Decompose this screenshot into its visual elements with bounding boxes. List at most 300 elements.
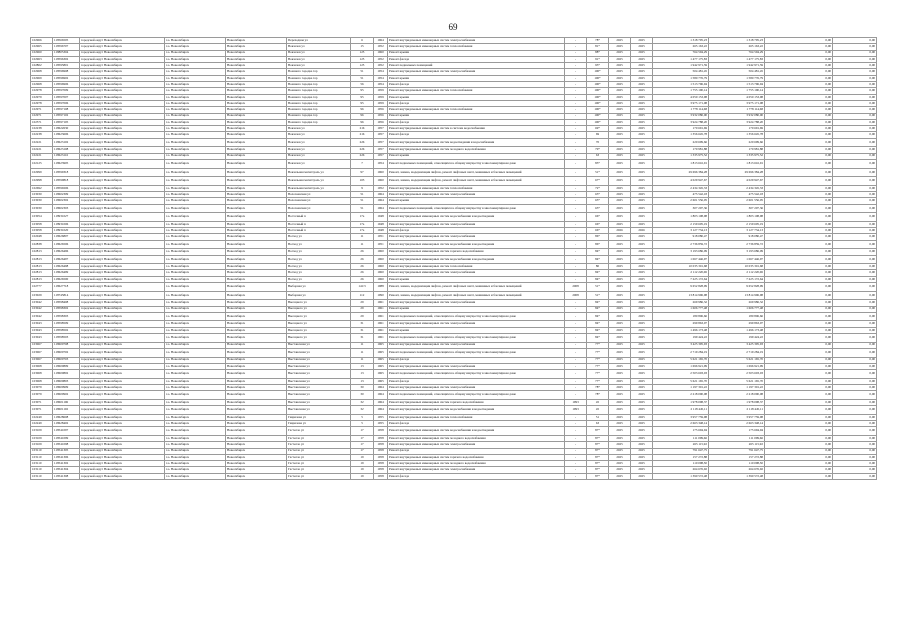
cell-wear-percent: 100* (587, 82, 609, 88)
cell-house-number: 51 (351, 75, 374, 81)
cell-work-cost: 170 691,69 (653, 126, 709, 132)
cell-object-code: 118600902 (53, 391, 80, 400)
cell-work-cost: 199 424,22 (653, 334, 709, 343)
cell-work-type: Ремонт подвальных помещений, относящихся к общему имуществу в многоквартирном доме (388, 204, 565, 213)
cell-end-year: 2025 (631, 473, 653, 479)
cell-municipality: городской округ Новосибирск (80, 357, 165, 363)
cell-fund-two: 0,00 (833, 461, 877, 467)
cell-total-sum: 5 621 165,70 (709, 357, 765, 363)
cell-end-year: 2025 (631, 370, 653, 379)
cell-end-year: 2025 (631, 461, 653, 467)
cell-work-cost: 265 115,92 (653, 442, 709, 448)
cell-period: - (565, 69, 587, 75)
cell-work-type: Ремонт внутридомовых инженерных систем теплоснабжения (388, 414, 565, 420)
cell-street: Военного городка тер (287, 82, 351, 88)
cell-start-year: 2025 (609, 357, 631, 363)
table-row (31, 168, 877, 177)
cell-build-year: 1964 (374, 406, 388, 415)
cell-build-year: 1965 (374, 378, 388, 384)
cell-object-code: 118600803 (53, 378, 80, 384)
cell-fund-one: 0,00 (765, 185, 833, 191)
cell-municipality: городской округ Новосибирск (80, 448, 165, 454)
cell-settlement: г.о. Новосибирск (165, 406, 226, 415)
cell-build-year: 1964 (374, 391, 388, 400)
cell-work-type: Ремонт фасада (388, 100, 565, 106)
cell-wear-percent: 45 (587, 399, 609, 405)
cell-work-cost: 170 981,88 (653, 147, 709, 153)
cell-work-type: Ремонт фасада (388, 228, 565, 234)
cell-fund-one: 0,00 (765, 50, 833, 56)
cell-work-type: Ремонт, замена, модернизация лифтов, ремонт лифтовых шахт, машинных и блочных помещений (388, 168, 565, 177)
cell-wear-percent: 78* (587, 38, 609, 44)
cell-work-type: Ремонт подвальных помещений, относящихся к общему имуществу в многоквартирном доме (388, 334, 565, 343)
cell-wear-percent: 100* (587, 75, 609, 81)
cell-work-cost: 7 225 172,64 (653, 276, 709, 282)
cell-street: Гастелло ул (287, 427, 351, 436)
cell-settlement: г.о. Новосибирск (165, 385, 226, 391)
cell-municipality: городской округ Новосибирск (80, 414, 165, 420)
cell-total-sum: 1 356 645,78 (709, 132, 765, 138)
cell-total-sum: 265 163,22 (709, 44, 765, 50)
cell-street: Выставочная ул (287, 378, 351, 384)
cell-row-id: 103109 (31, 442, 53, 448)
cell-fund-one: 0,00 (765, 213, 833, 222)
cell-work-type: Ремонт крыши (388, 50, 565, 56)
cell-total-sum: 299 863,07 (709, 321, 765, 327)
cell-work-cost: 2 118 445,11 (653, 406, 709, 415)
cell-work-type: Ремонт крыши (388, 306, 565, 312)
cell-work-cost: 157 272,88 (653, 454, 709, 460)
cell-row-id: 102221 (31, 138, 53, 147)
cell-settlement: г.о. Новосибирск (165, 56, 226, 62)
cell-fund-one: 0,00 (765, 391, 833, 400)
cell-row-id: 102125 (31, 159, 53, 168)
cell-end-year: 2025 (631, 467, 653, 473)
cell-object-code: 118598503 (53, 334, 80, 343)
cell-municipality: городской округ Новосибирск (80, 177, 165, 186)
cell-municipality: городской округ Новосибирск (80, 342, 165, 348)
cell-start-year: 2025 (609, 138, 631, 147)
cell-house-number: 96 (351, 119, 374, 125)
cell-end-year: 2025 (631, 119, 653, 125)
cell-row-id: 102965 (31, 44, 53, 50)
cell-work-cost: 1 318 795,23 (653, 38, 709, 44)
cell-municipality: городской округ Новосибирск (80, 147, 165, 153)
cell-build-year: 1958 (374, 435, 388, 441)
cell-build-year: 1960 (374, 276, 388, 282)
cell-fund-two: 0,00 (833, 234, 877, 240)
cell-fund-two: 0,00 (833, 126, 877, 132)
cell-row-id: 102969 (31, 75, 53, 81)
cell-end-year: 2025 (631, 221, 653, 227)
cell-work-cost: 29 696 384,28 (653, 168, 709, 177)
cell-row-id: 102048 (31, 234, 53, 240)
cell-work-cost: 1 803 108,98 (653, 213, 709, 222)
cell-street: Восход ул (287, 249, 351, 255)
cell-work-type: Ремонт внутридомовых инженерных систем электроснабжения (388, 385, 565, 391)
cell-row-id: 103043 (31, 321, 53, 327)
cell-locality: Новосибирск (226, 38, 287, 44)
cell-end-year: 2025 (631, 291, 653, 300)
cell-object-code: 118596906 (53, 82, 80, 88)
cell-end-year: 2025 (631, 198, 653, 204)
cell-total-sum: 2 601 556,05 (709, 198, 765, 204)
cell-build-year: 1958 (374, 467, 388, 473)
cell-fund-two: 0,00 (833, 334, 877, 343)
cell-total-sum: 3 127 734,13 (709, 228, 765, 234)
cell-locality: Новосибирск (226, 448, 287, 454)
cell-house-number: 17 (351, 427, 374, 436)
cell-object-code: 118598509 (53, 321, 80, 327)
cell-total-sum: 2 434 345,33 (709, 185, 765, 191)
cell-wear-percent: 86* (587, 240, 609, 249)
cell-object-code: 118597105 (53, 119, 80, 125)
cell-end-year: 2025 (631, 249, 653, 255)
cell-fund-two: 0,00 (833, 306, 877, 312)
cell-locality: Новосибирск (226, 391, 287, 400)
cell-wear-percent: 70* (587, 147, 609, 153)
cell-fund-one: 0,00 (765, 357, 833, 363)
cell-fund-one: 0,00 (765, 448, 833, 454)
cell-house-number: 56 (351, 82, 374, 88)
cell-wear-percent: 100* (587, 107, 609, 113)
cell-municipality: городской округ Новосибирск (80, 221, 165, 227)
cell-row-id: 102963 (31, 56, 53, 62)
cell-period: - (565, 185, 587, 191)
cell-end-year: 2025 (631, 100, 653, 106)
cell-street: Переходная ул (287, 38, 351, 44)
cell-start-year: 2025 (609, 185, 631, 191)
cell-wear-percent: 84* (587, 300, 609, 306)
cell-fund-one: 0,00 (765, 399, 833, 405)
cell-wear-percent: 67* (587, 177, 609, 186)
cell-house-number: 95 (351, 100, 374, 106)
cell-municipality: городской округ Новосибирск (80, 385, 165, 391)
cell-settlement: г.о. Новосибирск (165, 255, 226, 264)
cell-municipality: городской округ Новосибирск (80, 454, 165, 460)
cell-work-cost: 3 127 734,13 (653, 228, 709, 234)
cell-work-type: Ремонт фасада (388, 56, 565, 62)
cell-work-cost: 3 193 686,09 (653, 249, 709, 255)
cell-fund-two: 0,00 (833, 385, 877, 391)
cell-total-sum: 1 513 796,94 (709, 82, 765, 88)
cell-build-year: 1961 (374, 306, 388, 312)
cell-object-code: 118626498 (53, 264, 80, 270)
cell-total-sum: 110 098,30 (709, 461, 765, 467)
cell-row-id: 103071 (31, 399, 53, 405)
cell-build-year: 1958 (374, 442, 388, 448)
cell-street: Восход ул (287, 264, 351, 270)
cell-wear-percent: 84* (587, 327, 609, 333)
cell-municipality: городской округ Новосибирск (80, 240, 165, 249)
cell-total-sum: 1 803 108,98 (709, 213, 765, 222)
cell-work-cost: 10 035 301,68 (653, 264, 709, 270)
cell-period: - (565, 213, 587, 222)
cell-municipality: городской округ Новосибирск (80, 473, 165, 479)
cell-municipality: городской округ Новосибирск (80, 378, 165, 384)
cell-build-year: 1958 (374, 427, 388, 436)
cell-start-year: 2025 (609, 240, 631, 249)
cell-period: - (565, 126, 587, 132)
cell-period: - (565, 168, 587, 177)
cell-street: Восточный п (287, 213, 351, 222)
cell-street: Гаврилова ул (287, 414, 351, 420)
cell-house-number: 19 (351, 467, 374, 473)
cell-fund-two: 0,00 (833, 276, 877, 282)
cell-street: Выставочная ул (287, 357, 351, 363)
cell-wear-percent: 63 (587, 153, 609, 159)
cell-row-id: 102238 (31, 132, 53, 138)
cell-locality: Новосибирск (226, 185, 287, 191)
cell-row-id: 102978 (31, 100, 53, 106)
cell-work-type: Ремонт внутридомовых инженерных систем теплоснабжения (388, 264, 565, 270)
cell-total-sum: 2 112 220,06 (709, 270, 765, 276)
cell-period: - (565, 228, 587, 234)
table-row (31, 138, 877, 147)
cell-street: Вокзалов ул (287, 159, 351, 168)
cell-period: - (565, 240, 587, 249)
cell-work-type: Ремонт фасада (388, 119, 565, 125)
cell-wear-percent: 100* (587, 100, 609, 106)
cell-municipality: городской округ Новосибирск (80, 100, 165, 106)
cell-total-sum: 7 225 172,64 (709, 276, 765, 282)
cell-work-type: Ремонт внутридомовых инженерных систем теплоснабжения (388, 88, 565, 94)
cell-municipality: городской округ Новосибирск (80, 234, 165, 240)
cell-municipality: городской округ Новосибирск (80, 192, 165, 198)
cell-row-id: 103068 (31, 378, 53, 384)
cell-street: Высоцкого ул (287, 334, 351, 343)
cell-fund-one: 0,00 (765, 147, 833, 153)
cell-object-code: 118600909 (53, 385, 80, 391)
cell-row-id: 102978 (31, 88, 53, 94)
cell-period: - (565, 421, 587, 427)
cell-start-year: 2025 (609, 119, 631, 125)
cell-total-sum: 2 118 445,11 (709, 406, 765, 415)
cell-fund-one: 0,00 (765, 427, 833, 436)
cell-settlement: г.о. Новосибирск (165, 88, 226, 94)
cell-row-id: 102221 (31, 153, 53, 159)
cell-fund-two: 0,00 (833, 204, 877, 213)
cell-row-id: 103110 (31, 454, 53, 460)
cell-build-year: 1954 (374, 82, 388, 88)
cell-wear-percent: 84* (587, 312, 609, 321)
cell-total-sum: 5 621 165,70 (709, 378, 765, 384)
cell-house-number: 29 (351, 312, 374, 321)
cell-settlement: г.о. Новосибирск (165, 454, 226, 460)
cell-fund-two: 0,00 (833, 448, 877, 454)
cell-total-sum: 475 542,18 (709, 192, 765, 198)
cell-fund-two: 0,00 (833, 270, 877, 276)
cell-period: - (565, 442, 587, 448)
cell-row-id: 102999 (31, 168, 53, 177)
cell-start-year: 2025 (609, 467, 631, 473)
cell-municipality: городской округ Новосибирск (80, 334, 165, 343)
cell-wear-percent: 66* (587, 213, 609, 222)
cell-build-year: 1958 (374, 473, 388, 479)
cell-fund-one: 0,00 (765, 270, 833, 276)
cell-total-sum: 199 424,22 (709, 334, 765, 343)
cell-total-sum: 918 080,47 (709, 234, 765, 240)
cell-house-number: 97 (351, 168, 374, 177)
cell-house-number: 95 (351, 94, 374, 100)
cell-start-year: 2025 (609, 234, 631, 240)
cell-object-code: 118623116 (53, 153, 80, 159)
cell-settlement: г.о. Новосибирск (165, 421, 226, 427)
cell-street: Гастелло ул (287, 467, 351, 473)
cell-municipality: городской округ Новосибирск (80, 113, 165, 119)
cell-build-year: 1964 (374, 399, 388, 405)
cell-municipality: городской округ Новосибирск (80, 300, 165, 306)
cell-end-year: 2025 (631, 159, 653, 168)
cell-work-type: Ремонт внутридомовых инженерных систем водоснабжения и водоотведения (388, 406, 565, 415)
cell-settlement: г.о. Новосибирск (165, 147, 226, 153)
cell-work-type: Ремонт внутридомовых инженерных систем холодного водоснабжения (388, 147, 565, 153)
cell-street: Военного городка тер (287, 107, 351, 113)
cell-wear-percent: 100* (587, 119, 609, 125)
cell-fund-one: 0,00 (765, 94, 833, 100)
cell-work-type: Ремонт крыши (388, 327, 565, 333)
cell-settlement: г.о. Новосибирск (165, 228, 226, 234)
cell-object-code: 118622630 (53, 126, 80, 132)
cell-municipality: городской округ Новосибирск (80, 276, 165, 282)
cell-street: Военного городка тер (287, 88, 351, 94)
table-row (31, 213, 877, 222)
cell-street: Волочаевская ул (287, 204, 351, 213)
cell-row-id: 103109 (31, 427, 53, 436)
cell-fund-one: 0,00 (765, 204, 833, 213)
cell-build-year: 1961 (374, 321, 388, 327)
cell-fund-one: 0,00 (765, 327, 833, 333)
cell-fund-two: 0,00 (833, 370, 877, 379)
cell-period: - (565, 435, 587, 441)
cell-municipality: городской округ Новосибирск (80, 75, 165, 81)
table-row (31, 406, 877, 415)
cell-locality: Новосибирск (226, 50, 287, 56)
cell-locality: Новосибирск (226, 378, 287, 384)
cell-settlement: г.о. Новосибирск (165, 138, 226, 147)
cell-work-type: Ремонт фасада (388, 82, 565, 88)
cell-period: - (565, 198, 587, 204)
cell-wear-percent: 77* (587, 348, 609, 357)
cell-fund-one: 0,00 (765, 406, 833, 415)
cell-total-sum: 3 957 759,98 (709, 414, 765, 420)
cell-wear-percent: 100* (587, 113, 609, 119)
cell-row-id: 102571 (31, 119, 53, 125)
cell-municipality: городской округ Новосибирск (80, 249, 165, 255)
cell-fund-two: 0,00 (833, 213, 877, 222)
cell-row-id: 102813 (31, 255, 53, 264)
cell-locality: Новосибирск (226, 177, 287, 186)
cell-work-type: Ремонт внутридомовых инженерных систем электроснабжения (388, 221, 565, 227)
cell-house-number: 103 (351, 177, 374, 186)
cell-settlement: г.о. Новосибирск (165, 159, 226, 168)
cell-period: - (565, 56, 587, 62)
cell-object-code: 118597006 (53, 100, 80, 106)
cell-fund-one: 0,00 (765, 107, 833, 113)
cell-object-code: 118600809 (53, 363, 80, 369)
cell-period: - (565, 342, 587, 348)
cell-period: - (565, 50, 587, 56)
cell-build-year: 1965 (374, 363, 388, 369)
cell-work-cost: 175 694,94 (653, 427, 709, 436)
cell-work-cost: 1 978 098,37 (653, 399, 709, 405)
cell-build-year: 1948 (374, 213, 388, 222)
cell-total-sum: 4 029 947,67 (709, 177, 765, 186)
cell-object-code: 118745814 (53, 291, 80, 300)
cell-object-code: 118626506 (53, 240, 80, 249)
cell-total-sum: 170 691,69 (709, 126, 765, 132)
cell-municipality: городской округ Новосибирск (80, 38, 165, 44)
cell-object-code: 118602302 (53, 198, 80, 204)
cell-work-cost: 265 163,22 (653, 44, 709, 50)
cell-settlement: г.о. Новосибирск (165, 82, 226, 88)
cell-house-number: 29 (351, 306, 374, 312)
cell-period: - (565, 75, 587, 81)
cell-object-code: 118541308 (53, 473, 80, 479)
cell-wear-percent: 100* (587, 69, 609, 75)
cell-row-id: 103030 (31, 204, 53, 213)
cell-build-year: 1952 (374, 185, 388, 191)
cell-street: Выставочная ул (287, 385, 351, 391)
cell-build-year: 1959 (374, 100, 388, 106)
cell-object-code: 118541099 (53, 435, 80, 441)
cell-start-year: 2025 (609, 147, 631, 153)
cell-municipality: городской округ Новосибирск (80, 198, 165, 204)
cell-object-code: 118597108 (53, 107, 80, 113)
cell-period: - (565, 306, 587, 312)
cell-locality: Новосибирск (226, 240, 287, 249)
cell-street: Высоцкого ул (287, 300, 351, 306)
cell-house-number: 51 (351, 69, 374, 75)
cell-fund-two: 0,00 (833, 56, 877, 62)
cell-wear-percent: 84* (587, 276, 609, 282)
cell-settlement: г.о. Новосибирск (165, 391, 226, 400)
cell-fund-one: 0,00 (765, 454, 833, 460)
cell-locality: Новосибирск (226, 427, 287, 436)
table-row (31, 255, 877, 264)
cell-work-type: Ремонт фасада (388, 448, 565, 454)
cell-locality: Новосибирск (226, 399, 287, 405)
cell-settlement: г.о. Новосибирск (165, 213, 226, 222)
cell-municipality: городской округ Новосибирск (80, 63, 165, 69)
cell-municipality: городской округ Новосибирск (80, 270, 165, 276)
cell-fund-one: 0,00 (765, 56, 833, 62)
cell-work-cost: 3 932 080,00 (653, 113, 709, 119)
cell-house-number: 51 (351, 198, 374, 204)
cell-total-sum: 1 496 173,48 (709, 327, 765, 333)
cell-work-cost: 1 755 190,14 (653, 88, 709, 94)
cell-period: - (565, 204, 587, 213)
cell-settlement: г.о. Новосибирск (165, 427, 226, 436)
cell-build-year: 1964 (374, 204, 388, 213)
cell-settlement: г.о. Новосибирск (165, 234, 226, 240)
cell-total-sum: 13 814 996,98 (709, 291, 765, 300)
cell-build-year: 1961 (374, 334, 388, 343)
cell-total-sum: 3 975 171,08 (709, 100, 765, 106)
cell-work-cost: 3 425 395,93 (653, 342, 709, 348)
cell-house-number: 32 (351, 399, 374, 405)
cell-street: Выставочная ул (287, 406, 351, 415)
cell-municipality: городской округ Новосибирск (80, 312, 165, 321)
cell-house-number: 51 (351, 192, 374, 198)
cell-street: Восточный п (287, 221, 351, 227)
cell-locality: Новосибирск (226, 192, 287, 198)
cell-house-number: 26 (351, 255, 374, 264)
cell-work-cost: 1 942 971,59 (653, 63, 709, 69)
cell-house-number: 29 (351, 300, 374, 306)
cell-fund-two: 0,00 (833, 421, 877, 427)
cell-house-number: 31 (351, 327, 374, 333)
